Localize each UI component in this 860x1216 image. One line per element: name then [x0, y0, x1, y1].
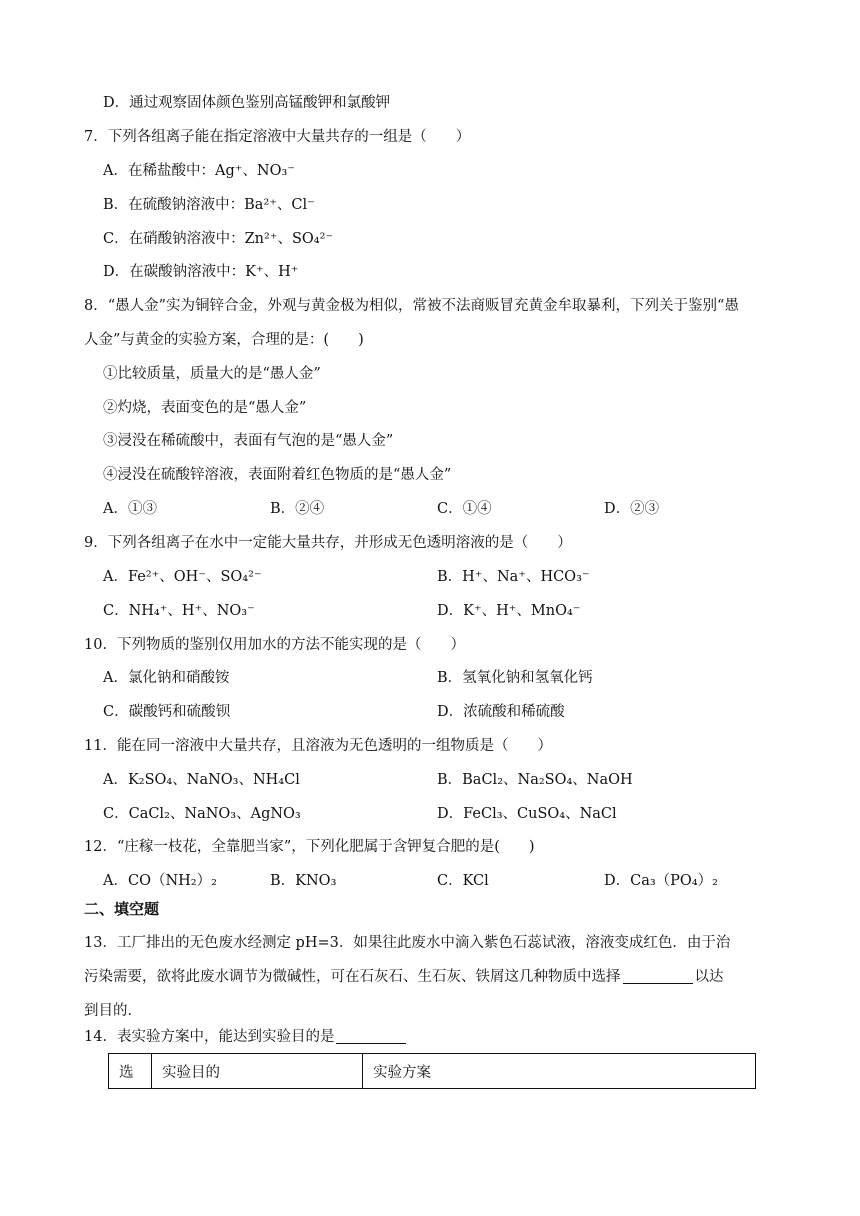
- q10-option-d: D．浓硫酸和稀硫酸: [437, 704, 565, 720]
- q8-stem-line2: 人金”与黄金的实验方案，合理的是：( ): [84, 332, 364, 348]
- q6-option-d: D．通过观察固体颜色鉴别高锰酸钾和氯酸钾: [103, 95, 391, 111]
- q7-option-a: A．在稀盐酸中：Ag⁺、NO₃⁻: [103, 163, 295, 179]
- q11-option-b: B．BaCl₂、Na₂SO₄、NaOH: [437, 772, 633, 788]
- section-heading-fill-in: 二、填空题: [84, 900, 160, 918]
- table-header-option: 选: [109, 1054, 152, 1089]
- q8-option-d: D．②③: [604, 501, 660, 517]
- q8-option-c: C．①④: [437, 501, 492, 517]
- q8-statement-3: ③浸没在稀硫酸中，表面有气泡的是“愚人金”: [103, 433, 394, 449]
- q7-option-b: B．在硫酸钠溶液中：Ba²⁺、Cl⁻: [103, 197, 315, 213]
- q12-option-a: A．CO（NH₂）₂: [103, 873, 217, 889]
- q13-line3: 到目的．: [84, 1003, 142, 1019]
- table-header-purpose: 实验目的: [152, 1054, 363, 1089]
- q12-option-c: C．KCl: [437, 873, 489, 889]
- q14-answer-blank[interactable]: [336, 1029, 406, 1044]
- q12-option-b: B．KNO₃: [270, 873, 337, 889]
- q8-stem-line1: 8．“愚人金”实为铜锌合金，外观与黄金极为相似，常被不法商贩冒充黄金牟取暴利，下列关于鉴别“愚: [84, 298, 739, 314]
- q11-stem: 11．能在同一溶液中大量共存，且溶液为无色透明的一组物质是（ ）: [84, 738, 552, 754]
- q13-line2-text: 污染需要，欲将此废水调节为微碱性，可在石灰石、生石灰、铁屑这几种物质中选择: [84, 969, 621, 985]
- q7-option-d: D．在碳酸钠溶液中：K⁺、H⁺: [103, 264, 299, 280]
- q13-line1: 13．工厂排出的无色废水经测定 pH=3．如果往此废水中滴入紫色石蕊试液，溶液变成红色．由于治: [84, 935, 731, 951]
- q8-statement-1: ①比较质量，质量大的是“愚人金”: [103, 366, 321, 382]
- q10-option-c: C．碳酸钙和硫酸钡: [103, 704, 231, 720]
- q8-option-b: B．②④: [270, 501, 325, 517]
- q10-stem: 10．下列物质的鉴别仅用加水的方法不能实现的是（ ）: [84, 637, 465, 653]
- q11-option-a: A．K₂SO₄、NaNO₃、NH₄Cl: [103, 772, 300, 788]
- q9-option-d: D．K⁺、H⁺、MnO₄⁻: [437, 603, 581, 619]
- table-header-scheme: 实验方案: [363, 1054, 756, 1089]
- q11-option-c: C．CaCl₂、NaNO₃、AgNO₃: [103, 806, 301, 822]
- q13-answer-blank[interactable]: [623, 969, 693, 984]
- q10-option-b: B．氢氧化钠和氢氧化钙: [437, 670, 593, 686]
- q9-option-c: C．NH₄⁺、H⁺、NO₃⁻: [103, 603, 255, 619]
- q12-option-d: D．Ca₃（PO₄）₂: [604, 873, 718, 889]
- q8-option-a: A．①③: [103, 501, 157, 517]
- q12-stem: 12．“庄稼一枝花，全靠肥当家”，下列化肥属于含钾复合肥的是( ): [84, 839, 535, 855]
- q9-stem: 9．下列各组离子在水中一定能大量共存，并形成无色透明溶液的是（ ）: [84, 535, 572, 551]
- q14-stem: [84, 1027, 408, 1047]
- q7-option-c: C．在硝酸钠溶液中：Zn²⁺、SO₄²⁻: [103, 231, 334, 247]
- q14-stem-text: 14．表实验方案中，能达到实验目的是: [84, 1029, 335, 1045]
- q8-statement-4: ④浸没在硫酸锌溶液，表面附着红色物质的是“愚人金”: [103, 467, 452, 483]
- q11-option-d: D．FeCl₃、CuSO₄、NaCl: [437, 806, 617, 822]
- q8-statement-2: ②灼烧，表面变色的是“愚人金”: [103, 400, 307, 416]
- q10-option-a: A．氯化钠和硝酸铵: [103, 670, 230, 686]
- q7-stem: 7．下列各组离子能在指定溶液中大量共存的一组是（ ）: [84, 129, 471, 145]
- q9-option-b: B．H⁺、Na⁺、HCO₃⁻: [437, 569, 590, 585]
- table-row: [109, 1054, 756, 1089]
- q9-option-a: A．Fe²⁺、OH⁻、SO₄²⁻: [103, 569, 262, 585]
- q14-table: [108, 1053, 756, 1089]
- q13-line2-tail: 以达: [694, 969, 724, 985]
- q13-line2: [84, 967, 724, 987]
